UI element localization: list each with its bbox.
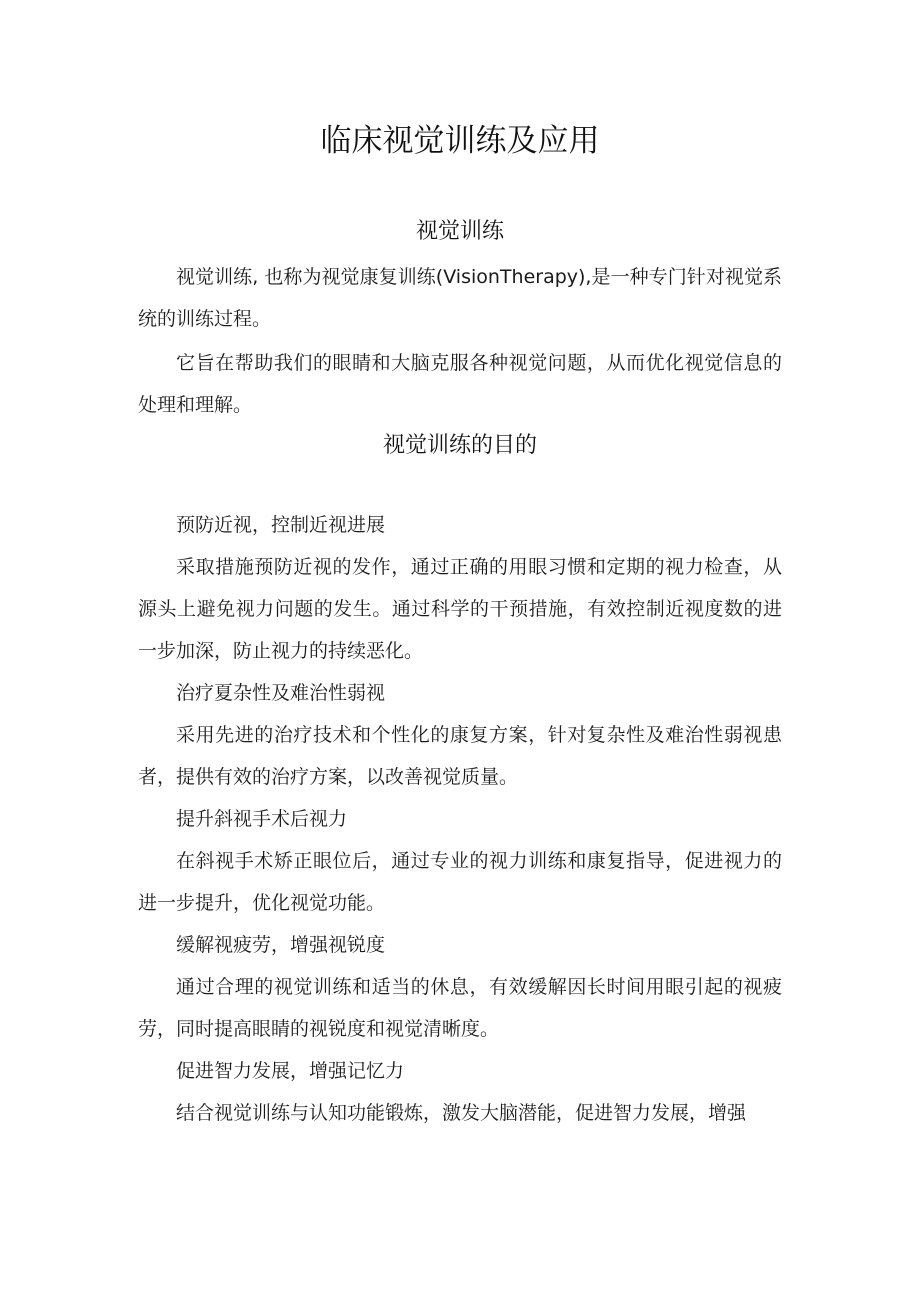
subheading-myopia: 预防近视，控制近视进展 [176,514,386,536]
document-title: 临床视觉训练及应用 [320,123,600,159]
subheading-eye-fatigue: 缓解视疲劳，增强视锐度 [176,934,386,956]
subheading-strabismus: 提升斜视手术后视力 [176,808,348,830]
paragraph-amblyopia: 采用先进的治疗技术和个性化的康复方案，针对复杂性及难治性弱视患者，提供有效的治疗方案，以改善视觉质量。 [138,724,782,788]
subheading-amblyopia: 治疗夏杂性及难治性弱视 [176,682,386,704]
paragraph-eye-fatigue: 通过合理的视觉训练和适当的休息，有效缓解因长时间用眼引起的视疲劳，同时提高眼睛的视锐度和视觉清晰度。 [138,976,782,1040]
paragraph-intelligence: 结合视觉训练与认知功能锻炼，激发大脑潜能，促进智力发展，增强 [176,1102,747,1124]
paragraph-purpose: 它旨在帮助我们的眼睛和大脑克服各种视觉问题，从而优化视觉信息的处理和理解。 [138,352,782,416]
subheading-intelligence: 促进智力发展，增强记忆力 [176,1060,405,1082]
section-heading-vision-training: 视觉训练 [415,219,504,244]
paragraph-myopia: 采取措施预防近视的发作，通过正确的用眼习惯和定期的视力检查，从源头上避免视力问题的发生。通过科学的干预措施，有效控制近视度数的进一步加深，防止视力的持续恶化。 [138,556,782,662]
section-heading-training-goals: 视觉训练的目的 [382,433,537,458]
paragraph-definition: 视觉训练, 也称为视觉康复训练(VisionTherapy),是一种专门针对视觉系统的训练过程。 [138,266,782,330]
paragraph-strabismus: 在斜视手术矫正眼位后，通过专业的视力训练和康复指导，促进视力的进一步提升，优化视觉功能。 [138,850,782,914]
